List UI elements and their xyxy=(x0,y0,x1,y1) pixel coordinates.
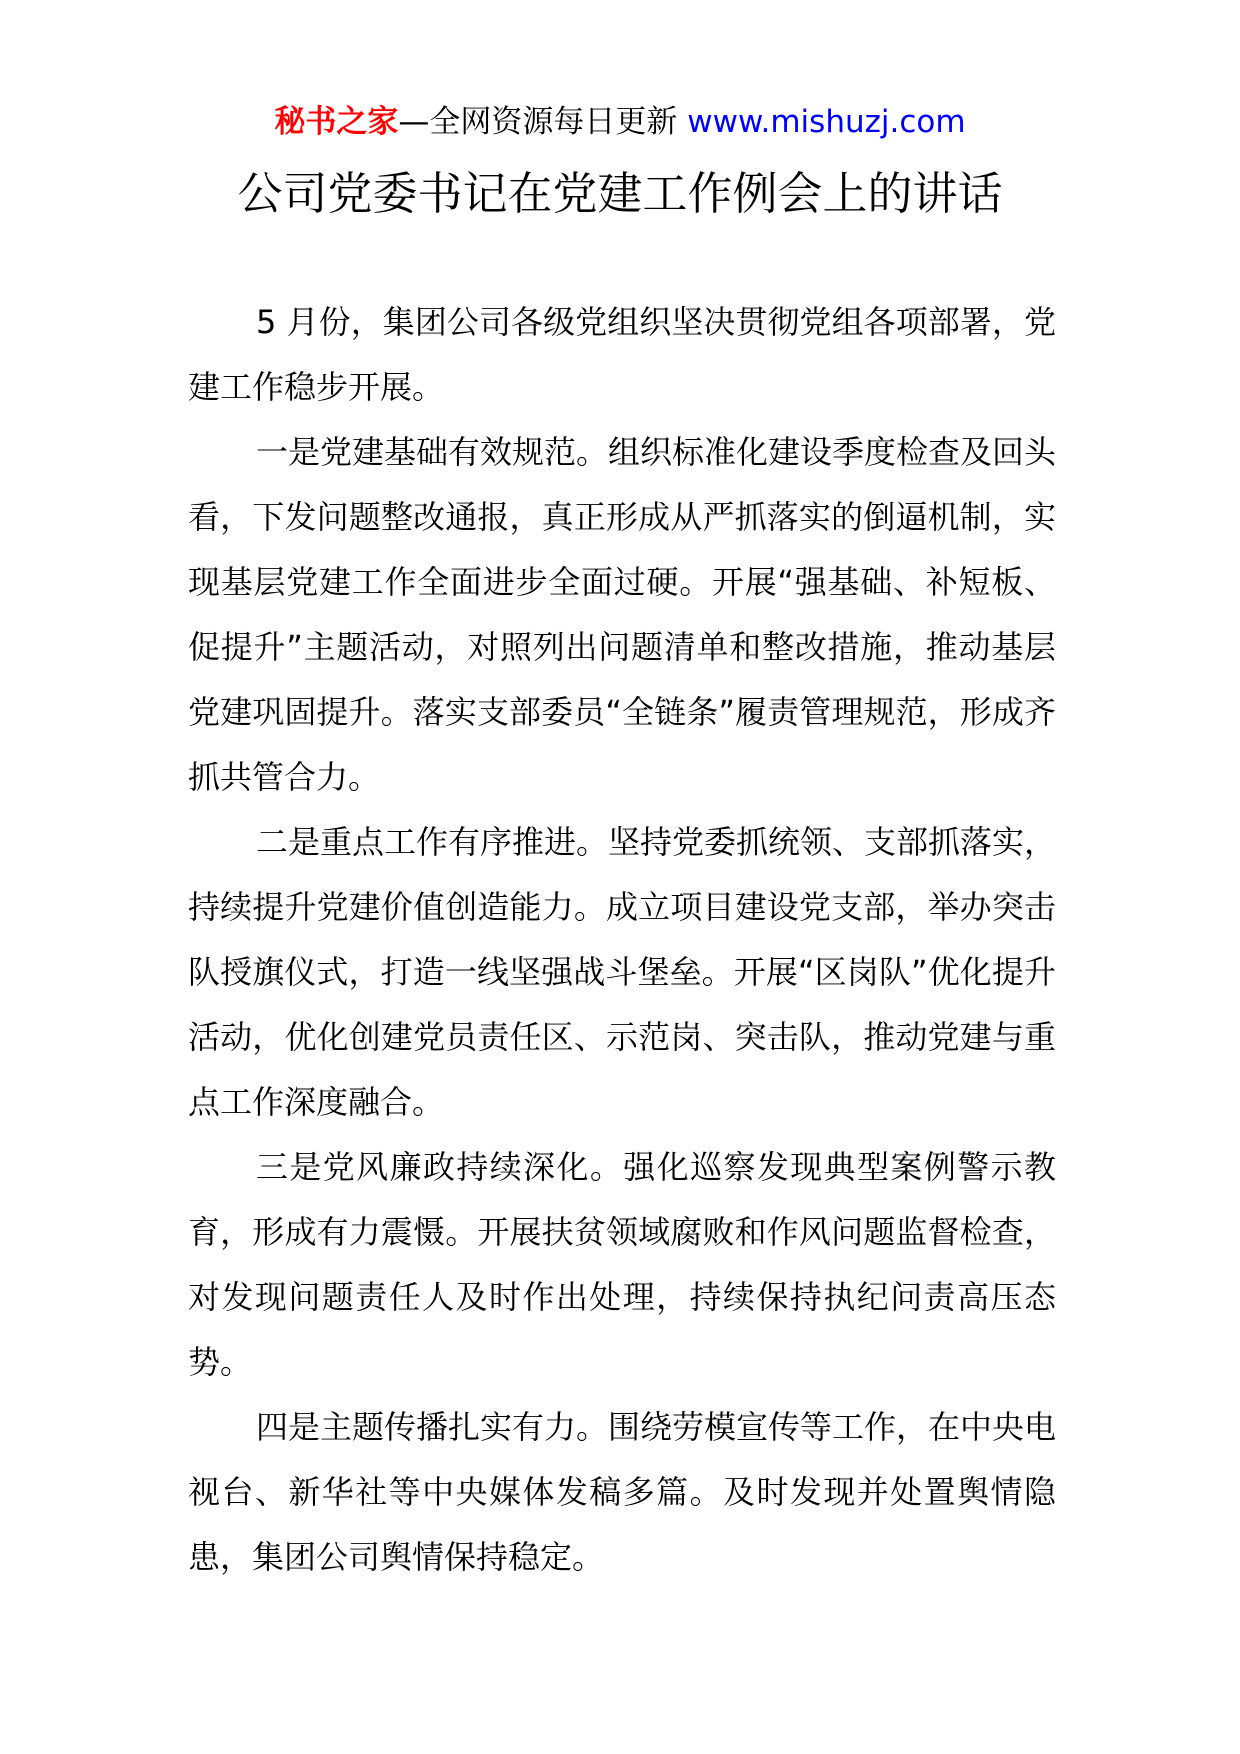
site-url-link[interactable]: www.mishuzj.com xyxy=(687,104,966,140)
paragraph-publicity: 四是主题传播扎实有力。围绕劳模宣传等工作，在中央电视台、新华社等中央媒体发稿多篇。及时发现并处置舆情隐患，集团公司舆情保持稳定。 xyxy=(188,1408,1057,1576)
paragraph-key-work: 二是重点工作有序推进。坚持党委抓统领、支部抓落实，持续提升党建价值创造能力。成立项目建设党支部，举办突击队授旗仪式，打造一线坚强战斗堡垒。开展“区岗队”优化提升活动，优化创建党员责任区、示范岗、突击队，推动党建与重点工作深度融合。 xyxy=(188,823,1057,1121)
document-title: 公司党委书记在党建工作例会上的讲话 xyxy=(237,167,1003,220)
brand-name: 秘书之家 xyxy=(274,104,399,140)
paragraph-integrity: 三是党风廉政持续深化。强化巡察发现典型案例警示教育，形成有力震慑。开展扶贫领域腐败和作风问题监督检查，对发现问题责任人及时作出处理，持续保持执纪问责高压态势。 xyxy=(188,1148,1056,1381)
document-body xyxy=(188,290,1056,1590)
site-header xyxy=(0,100,1240,144)
header-tagline: —全网资源每日更新 xyxy=(398,104,688,140)
paragraph-intro: 5 月份，集团公司各级党组织坚决贯彻党组各项部署，党建工作稳步开展。 xyxy=(188,303,1056,406)
paragraph-party-foundation: 一是党建基础有效规范。组织标准化建设季度检查及回头看，下发问题整改通报，真正形成从严抓落实的倒逼机制，实现基层党建工作全面进步全面过硬。开展“强基础、补短板、促提升”主题活动，对照列出问题清单和整改措施，推动基层党建巩固提升。落实支部委员“全链条”履责管理规范，形成齐抓共管合力。 xyxy=(188,433,1057,796)
